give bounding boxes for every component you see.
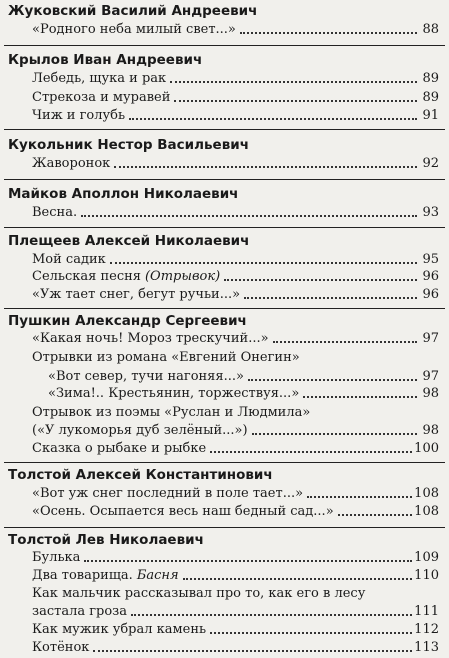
author-heading: Кукольник Нестор Васильевич — [8, 137, 249, 153]
dot-leader — [131, 601, 412, 616]
entry-title: Сказка о рыбаке и рыбке — [32, 441, 207, 456]
dot-leader — [307, 483, 412, 498]
toc-entry[interactable] — [32, 639, 439, 656]
dot-leader — [244, 284, 417, 299]
page-number: 111 — [414, 604, 439, 619]
dot-leader — [183, 565, 413, 580]
entry-title: Булька — [32, 550, 81, 565]
section-divider — [4, 462, 445, 463]
entry-title: («У лукоморья дуб зелёный...») — [32, 423, 248, 438]
entry-title: Отрывки из романа «Евгений Онегин» — [32, 350, 300, 365]
page-number: 108 — [414, 504, 439, 519]
dot-leader — [273, 328, 417, 343]
dot-leader — [84, 547, 412, 562]
author-heading: Толстой Алексей Константинович — [8, 467, 273, 483]
dot-leader — [210, 438, 412, 453]
author-heading: Жуковский Василий Андреевич — [8, 3, 258, 19]
toc-entry[interactable] — [32, 585, 439, 602]
entry-title: «Родного неба милый свет...» — [32, 22, 236, 37]
page-number: 100 — [414, 441, 439, 456]
entry-title: Как мужик убрал камень — [32, 622, 207, 637]
dot-leader — [248, 366, 417, 381]
toc-entry[interactable] — [32, 485, 439, 502]
page-number: 89 — [422, 71, 439, 86]
dot-leader — [110, 249, 417, 264]
toc-entry[interactable] — [32, 286, 439, 303]
entry-title: Отрывок из поэмы «Руслан и Людмила» — [32, 405, 311, 420]
toc-entry[interactable] — [32, 349, 439, 366]
author-heading: Крылов Иван Андреевич — [8, 52, 203, 68]
toc-entry[interactable] — [32, 621, 439, 638]
page-number: 97 — [422, 369, 439, 384]
dot-leader — [303, 383, 417, 398]
dot-leader — [240, 19, 417, 34]
page-number: 92 — [422, 156, 439, 171]
page-number: 95 — [422, 252, 439, 267]
page-number: 113 — [414, 640, 439, 655]
section-divider — [4, 527, 445, 528]
section-divider — [4, 179, 445, 180]
entry-title: Весна. — [32, 205, 78, 220]
toc-entry[interactable] — [32, 422, 439, 439]
entry-title: Стрекоза и муравей — [32, 90, 171, 105]
author-heading: Пушкин Александр Сергеевич — [8, 313, 247, 329]
entry-title: застала гроза — [32, 604, 128, 619]
toc-entry[interactable] — [32, 440, 439, 457]
section-divider — [4, 227, 445, 228]
page-number: 96 — [422, 287, 439, 302]
entry-title: Чиж и голубь — [32, 108, 126, 123]
page-number: 109 — [414, 550, 439, 565]
toc-entry[interactable] — [32, 89, 439, 106]
toc-entry[interactable] — [32, 549, 439, 566]
page-number: 93 — [422, 205, 439, 220]
entry-title: «Вот север, тучи нагоняя...» — [48, 369, 244, 384]
page-number: 89 — [422, 90, 439, 105]
page-number: 112 — [414, 622, 439, 637]
entry-title: Как мальчик рассказывал про то, как его в лесу — [32, 586, 366, 601]
entry-title: Лебедь, щука и рак — [32, 71, 167, 86]
entry-title-main: Два товарища. — [32, 568, 133, 583]
toc-entry[interactable] — [32, 21, 439, 38]
dot-leader — [252, 420, 417, 435]
page-number: 108 — [414, 486, 439, 501]
dot-leader — [170, 68, 417, 83]
entry-title-main: Сельская песня — [32, 269, 141, 284]
author-heading: Майков Аполлон Николаевич — [8, 186, 239, 202]
page-number: 96 — [422, 269, 439, 284]
toc-entry[interactable] — [32, 107, 439, 124]
section-divider — [4, 45, 445, 46]
toc-entry[interactable] — [48, 385, 439, 402]
toc-entry[interactable] — [32, 70, 439, 87]
toc-entry[interactable] — [32, 567, 439, 584]
page-number: 98 — [422, 423, 439, 438]
dot-leader — [338, 501, 413, 516]
entry-subtitle: (Отрывок) — [144, 269, 221, 284]
dot-leader — [81, 202, 417, 217]
entry-title: «Какая ночь! Мороз трескучий...» — [32, 331, 269, 346]
entry-title — [32, 268, 220, 285]
page-number: 88 — [422, 22, 439, 37]
page-number: 97 — [422, 331, 439, 346]
toc-entry[interactable] — [32, 155, 439, 172]
page-number: 110 — [414, 568, 439, 583]
dot-leader — [174, 87, 417, 102]
dot-leader — [224, 266, 417, 281]
dot-leader — [114, 153, 417, 168]
entry-title: «Осень. Осыпается весь наш бедный сад...» — [32, 504, 334, 519]
entry-title: Мой садик — [32, 252, 106, 267]
toc-entry[interactable] — [32, 204, 439, 221]
dot-leader — [129, 105, 417, 120]
page-number: 91 — [422, 108, 439, 123]
entry-title — [32, 567, 179, 584]
entry-title: Котёнок — [32, 640, 90, 655]
toc-entry[interactable] — [32, 268, 439, 285]
entry-subtitle: Басня — [136, 568, 179, 583]
toc-entry[interactable] — [32, 404, 439, 421]
section-divider — [4, 129, 445, 130]
author-heading: Толстой Лев Николаевич — [8, 532, 204, 548]
dot-leader — [93, 637, 412, 652]
page-number: 98 — [422, 386, 439, 401]
entry-title: «Вот уж снег последний в поле тает...» — [32, 486, 304, 501]
entry-title: «Зима!.. Крестьянин, торжествуя...» — [48, 386, 300, 401]
toc-entry[interactable] — [32, 503, 439, 520]
toc-entry[interactable] — [32, 603, 439, 620]
dot-leader — [210, 619, 412, 634]
section-divider — [4, 308, 445, 309]
author-heading: Плещеев Алексей Николаевич — [8, 233, 250, 249]
entry-title: «Уж тает снег, бегут ручьи...» — [32, 287, 241, 302]
entry-title: Жаворонок — [32, 156, 111, 171]
toc-entry[interactable] — [32, 330, 439, 347]
